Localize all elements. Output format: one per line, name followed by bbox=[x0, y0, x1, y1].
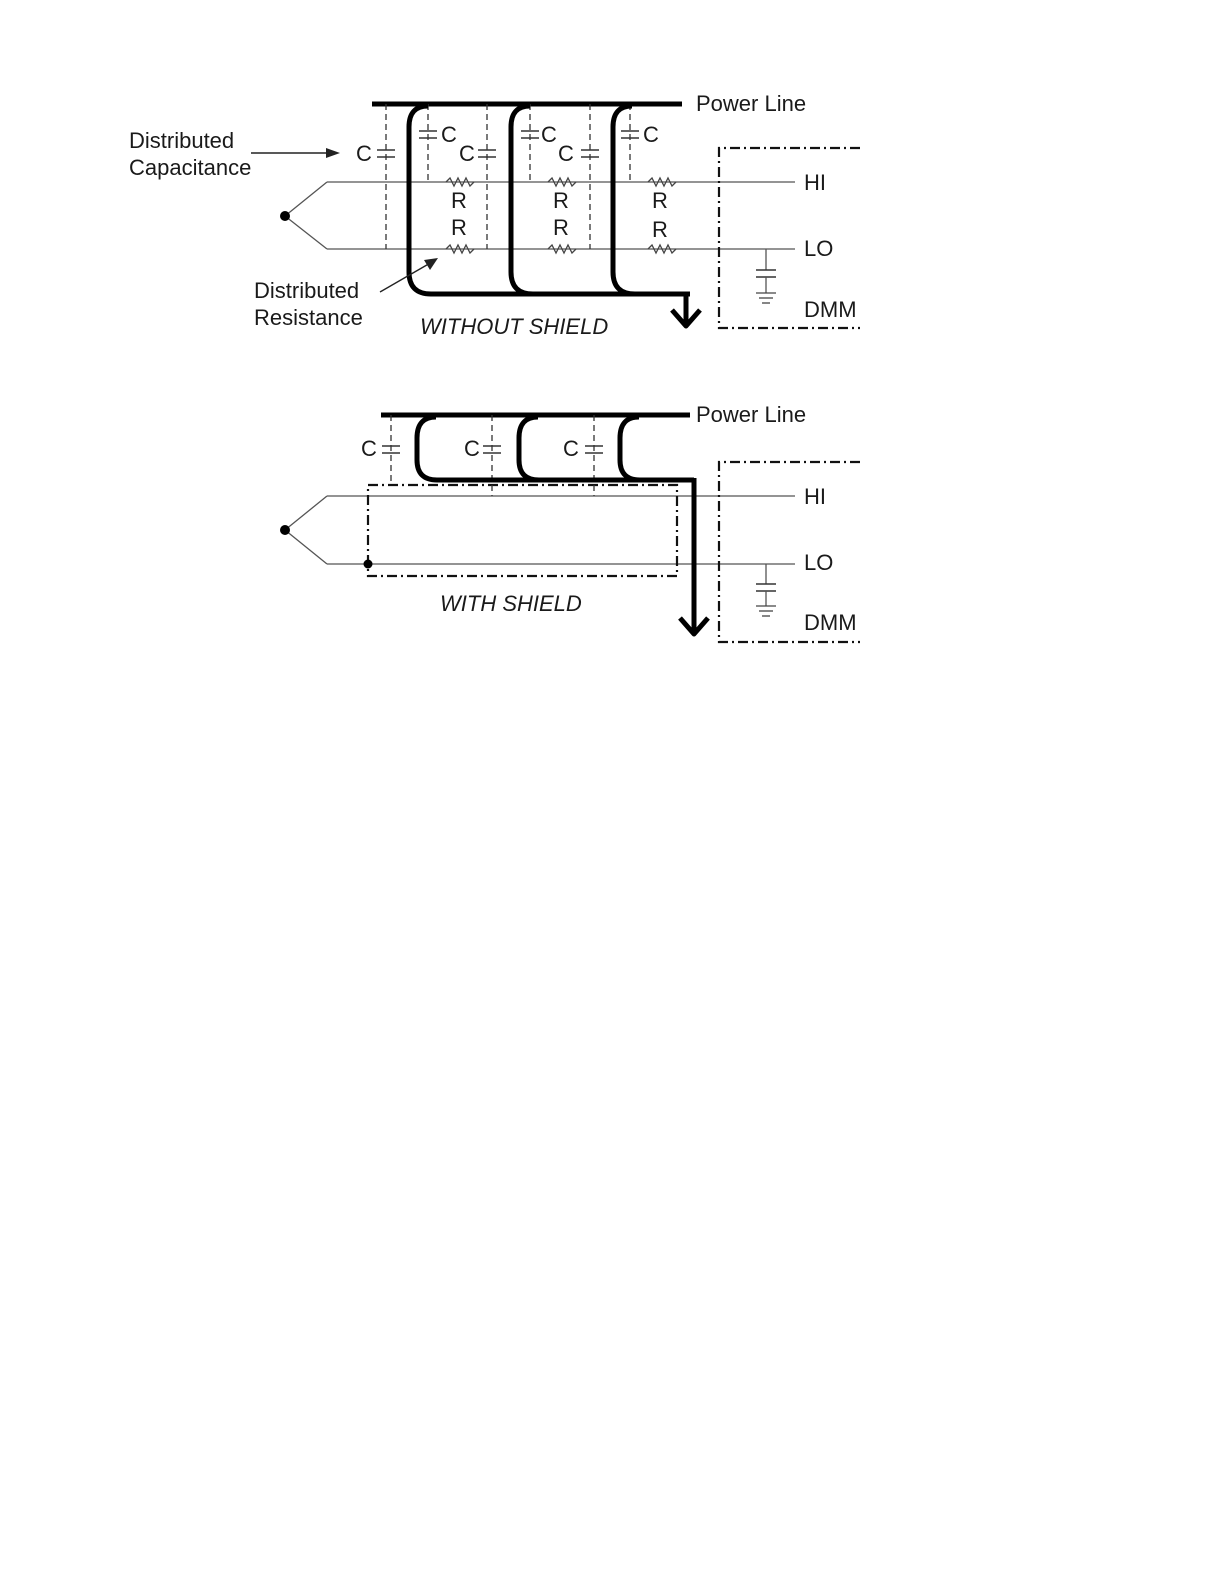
res-label: R bbox=[451, 215, 467, 240]
res-label: R bbox=[652, 217, 668, 242]
lo-label-top: LO bbox=[804, 236, 834, 261]
resistance-arrow-line bbox=[380, 262, 432, 292]
distributed-resistance-label-1: Distributed bbox=[254, 278, 360, 303]
shield-lo-connection-dot bbox=[364, 560, 373, 569]
without-shield-diagram bbox=[129, 91, 860, 339]
res-label: R bbox=[553, 215, 569, 240]
dmm-label-bottom: DMM bbox=[804, 610, 857, 635]
capacitor-labels-bottom bbox=[361, 436, 579, 461]
dmm-ground-bottom bbox=[756, 564, 776, 616]
with-shield-diagram bbox=[280, 402, 860, 642]
dmm-label-top: DMM bbox=[804, 297, 857, 322]
power-line-label-bottom: Power Line bbox=[696, 402, 807, 427]
thermocouple-junction-top bbox=[285, 182, 327, 249]
cap-label: C bbox=[361, 436, 377, 461]
hi-label-bottom: HI bbox=[804, 484, 826, 509]
distributed-capacitance-label-1: Distributed bbox=[129, 128, 235, 153]
resistance-arrow-head bbox=[424, 258, 438, 270]
thermocouple-junction-bottom bbox=[285, 496, 327, 564]
resistor-labels-top bbox=[451, 188, 668, 242]
shield bbox=[368, 485, 677, 576]
lo-label-bottom: LO bbox=[804, 550, 834, 575]
cap-label: C bbox=[464, 436, 480, 461]
res-label: R bbox=[652, 188, 668, 213]
res-label: R bbox=[451, 188, 467, 213]
cap-label: C bbox=[459, 141, 475, 166]
cap-label: C bbox=[643, 122, 659, 147]
power-line-label-top: Power Line bbox=[696, 91, 807, 116]
dmm-ground-top bbox=[756, 249, 776, 303]
caption-with-shield: WITH SHIELD bbox=[440, 591, 582, 616]
cap-label: C bbox=[558, 141, 574, 166]
junction-dot-top bbox=[280, 211, 290, 221]
capacitance-arrow-head bbox=[326, 148, 340, 158]
distributed-resistance-label-2: Resistance bbox=[254, 305, 363, 330]
cap-label: C bbox=[541, 122, 557, 147]
junction-dot-bottom bbox=[280, 525, 290, 535]
distributed-capacitance-label-2: Capacitance bbox=[129, 155, 252, 180]
hi-label-top: HI bbox=[804, 170, 826, 195]
distributed-capacitors-top bbox=[377, 104, 639, 249]
caption-without-shield: WITHOUT SHIELD bbox=[420, 314, 609, 339]
cap-label: C bbox=[356, 141, 372, 166]
cap-label: C bbox=[563, 436, 579, 461]
res-label: R bbox=[553, 188, 569, 213]
cap-label: C bbox=[441, 122, 457, 147]
